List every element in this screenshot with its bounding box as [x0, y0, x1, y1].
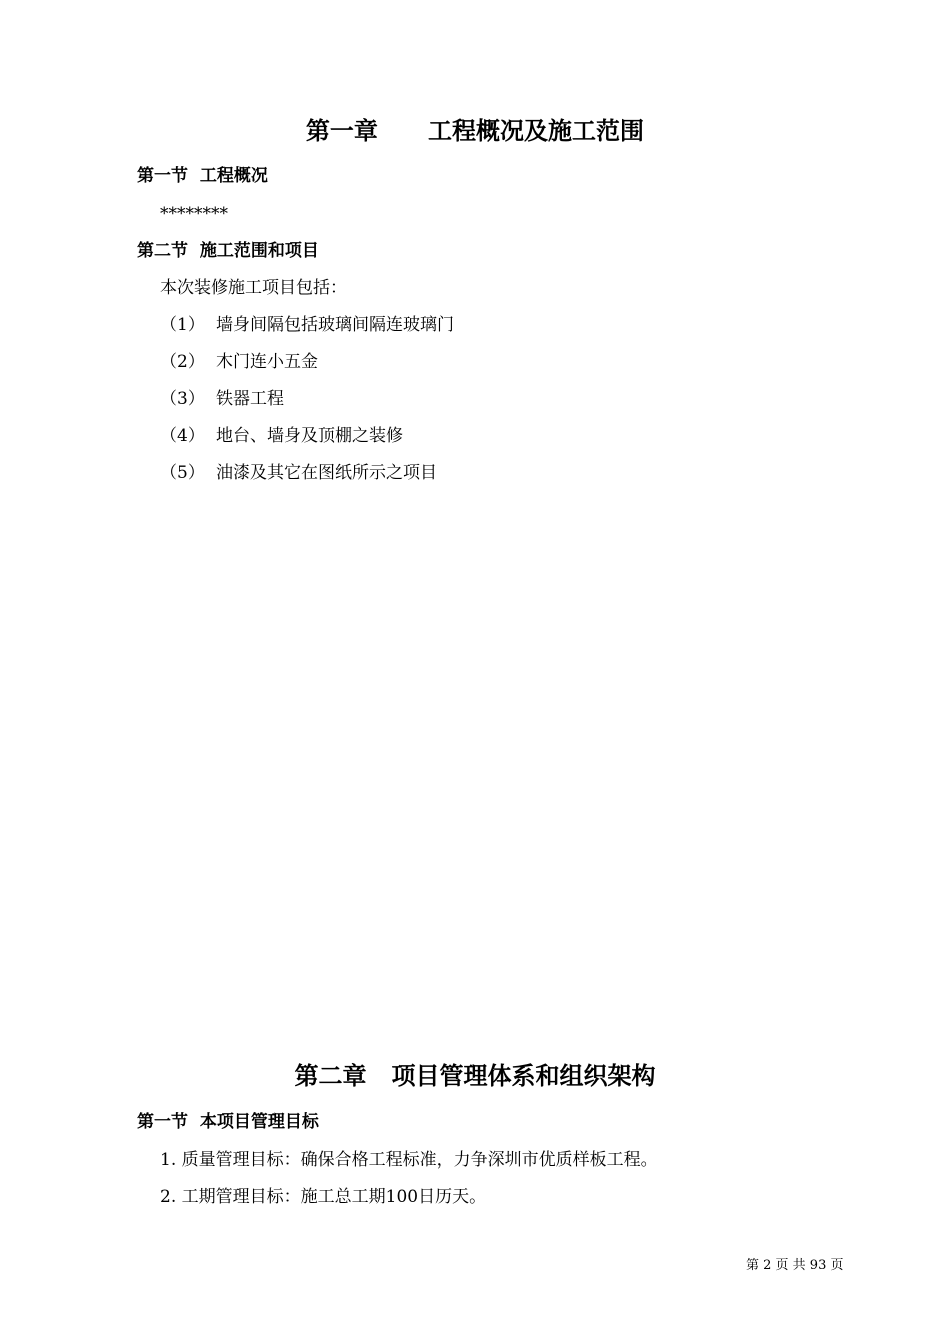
goal-list-item: 2. 工期管理目标：施工总工期100日历天。: [160, 1187, 487, 1207]
scope-item-number: （1）: [160, 315, 205, 335]
scope-item-number: （3）: [160, 389, 205, 409]
page-number-footer: 第 2 页 共 93 页: [746, 1258, 844, 1273]
scope-list-item: [160, 388, 284, 410]
scope-list-item: [160, 351, 318, 373]
scope-item-text: 油漆及其它在图纸所示之项目: [216, 463, 437, 483]
chapter-2-section-1-title: 第一节 本项目管理目标: [137, 1112, 319, 1132]
scope-item-text: 墙身间隔包括玻璃间隔连玻璃门: [216, 315, 454, 335]
scope-item-number: （5）: [160, 463, 205, 483]
scope-item-number: （2）: [160, 352, 205, 372]
chapter-1-section-1-content: ********: [160, 204, 228, 224]
chapter-1-section-1-title: 第一节 工程概况: [137, 166, 268, 186]
chapter-2-title: 第二章 项目管理体系和组织架构: [294, 1062, 656, 1090]
chapter-1-section-2-intro: 本次装修施工项目包括：: [160, 278, 347, 298]
chapter-1-section-2-title: 第二节 施工范围和项目: [137, 241, 319, 261]
scope-list-item: [160, 425, 403, 447]
scope-item-text: 铁器工程: [216, 389, 284, 409]
scope-list-item: [160, 462, 437, 484]
scope-list-item: [160, 314, 454, 336]
scope-item-text: 地台、墙身及顶棚之装修: [216, 426, 403, 446]
scope-item-number: （4）: [160, 426, 205, 446]
goal-list-item: 1. 质量管理目标：确保合格工程标准，力争深圳市优质样板工程。: [160, 1150, 658, 1170]
scope-item-text: 木门连小五金: [216, 352, 318, 372]
chapter-1-title: 第一章 工程概况及施工范围: [305, 117, 645, 145]
